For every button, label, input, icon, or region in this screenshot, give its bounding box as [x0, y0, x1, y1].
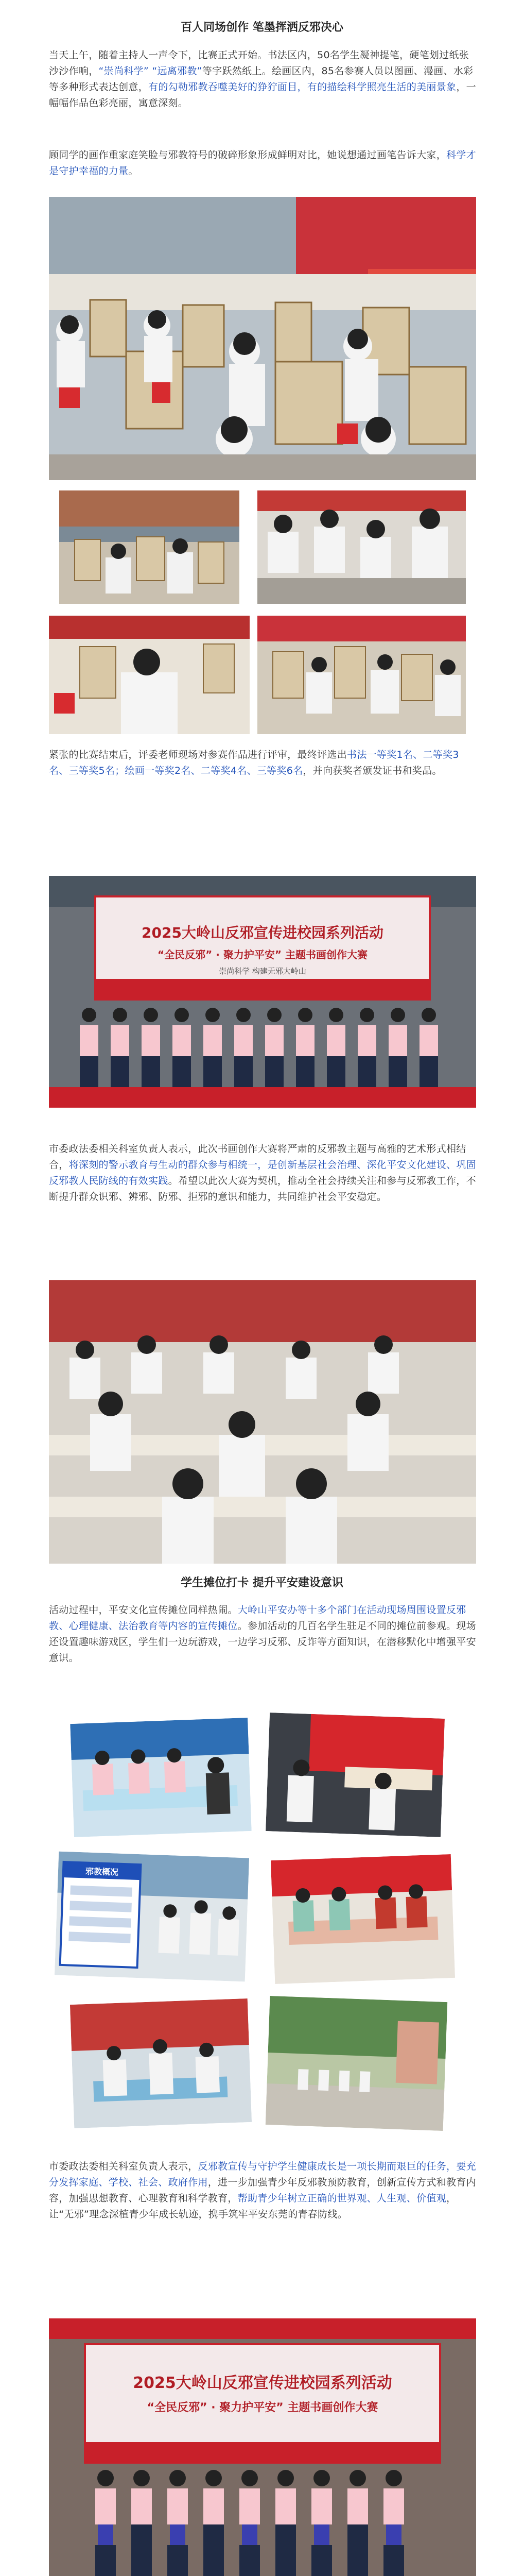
paragraph-competition-start: 当天上午，随着主持人一声令下，比赛正式开始。书法区内，50名学生凝神提笔，硬笔划过纸张沙沙作响，“崇尚科学” “远离邪教”等字跃然纸上。绘画区内，85名参赛人员以图画、漫画、水彩等多种形式表达创意，有的勾勒邪教吞噬美好的狰狞面目，有的描绘科学照亮生活的美丽景象，一幅幅作品色彩亮丽，寓意深刻。: [49, 49, 476, 109]
section-title-booths: 学生摊位打卡 提升平安建设意识: [181, 1577, 343, 1589]
paragraph-booths: 活动过程中，平安文化宣传摊位同样热闹。大岭山平安办等十多个部门在活动现场周围设置反邪教、心理健康、法治教育等内容的宣传摊位。参加活动的几百名学生驻足不同的摊位前参观。现场还设置趣味游戏区，学生们一边玩游戏，一边学习反邪、反诈等方面知识，在潜移默化中增强平安意识。: [49, 1604, 476, 1664]
photo-students-painting-4: [257, 616, 466, 734]
photo-drawing-competition: [49, 197, 476, 480]
banner1-line1: 2025大岭山反邪宣传进校园系列活动: [142, 924, 383, 941]
paragraph-student-quote: 顾同学的画作重家庭笑脸与邪教符号的破碎形象形成鲜明对比，她说想通过画笔告诉大家，科学才是守护幸福的力量。: [49, 149, 476, 177]
paragraph-official-remarks-2: 市委政法委相关科室负责人表示，反邪教宣传与守护学生健康成长是一项长期而艰巨的任务，要充分发挥家庭、学校、社会、政府作用，进一步加强青少年反邪教预防教育，创新宣传方式和教育内容，加强思想教育、心理教育和科学教育，帮助青少年树立正确的世界观、人生观、价值观，让“无邪”理念深植青少年成长轨迹，携手筑牢平安东莞的青春防线。: [49, 2161, 476, 2220]
photo-booth-4: [271, 1854, 455, 1984]
banner2-line2: “全民反邪” · 聚力护平安” 主题书画创作大赛: [147, 2401, 378, 2414]
photo-booth-6: [266, 1996, 448, 2131]
board-label: 邪教概况: [85, 1866, 119, 1877]
photo-award-ceremony: [49, 876, 476, 1108]
photo-students-painting-1: [59, 490, 239, 604]
photo-booth-1: [70, 1718, 251, 1837]
banner2-line1: 2025大岭山反邪宣传进校园系列活动: [133, 2374, 392, 2392]
photo-booth-2: [266, 1713, 445, 1837]
photo-booth-3: [55, 1852, 249, 1982]
paragraph-awards: 紧张的比赛结束后，评委老师现场对参赛作品进行评审，最终评选出书法一等奖1名、二等奖3名、三等奖5名；绘画一等奖2名、二等奖4名、三等奖6名，并向获奖者颁发证书和奖品。: [49, 749, 459, 776]
banner1-line2: “全民反邪” · 聚力护平安” 主题书画创作大赛: [158, 948, 368, 961]
photo-group-banner: [49, 2318, 476, 2576]
photo-calligraphy-students: [49, 1280, 476, 1564]
photo-students-painting-2: [257, 490, 466, 604]
photo-booth-5: [70, 1998, 252, 2128]
banner1-line3: 崇尚科学 构建无邪大岭山: [219, 967, 306, 976]
photo-students-painting-3: [49, 616, 250, 734]
paragraph-official-remarks-1: 市委政法委相关科室负责人表示，此次书画创作大赛将严肃的反邪教主题与高雅的艺术形式相结合，将深刻的警示教育与生动的群众参与相统一，是创新基层社会治理、深化平安文化建设、巩固反邪教人民防线的有效实践。希望以此次大赛为契机，推动全社会持续关注和参与反邪教工作，不断提升群众识邪、辨邪、防邪、拒邪的意识和能力，共同维护社会平安稳定。: [49, 1143, 476, 1202]
section-title-creation: 百人同场创作 笔墨挥洒反邪决心: [181, 21, 343, 34]
